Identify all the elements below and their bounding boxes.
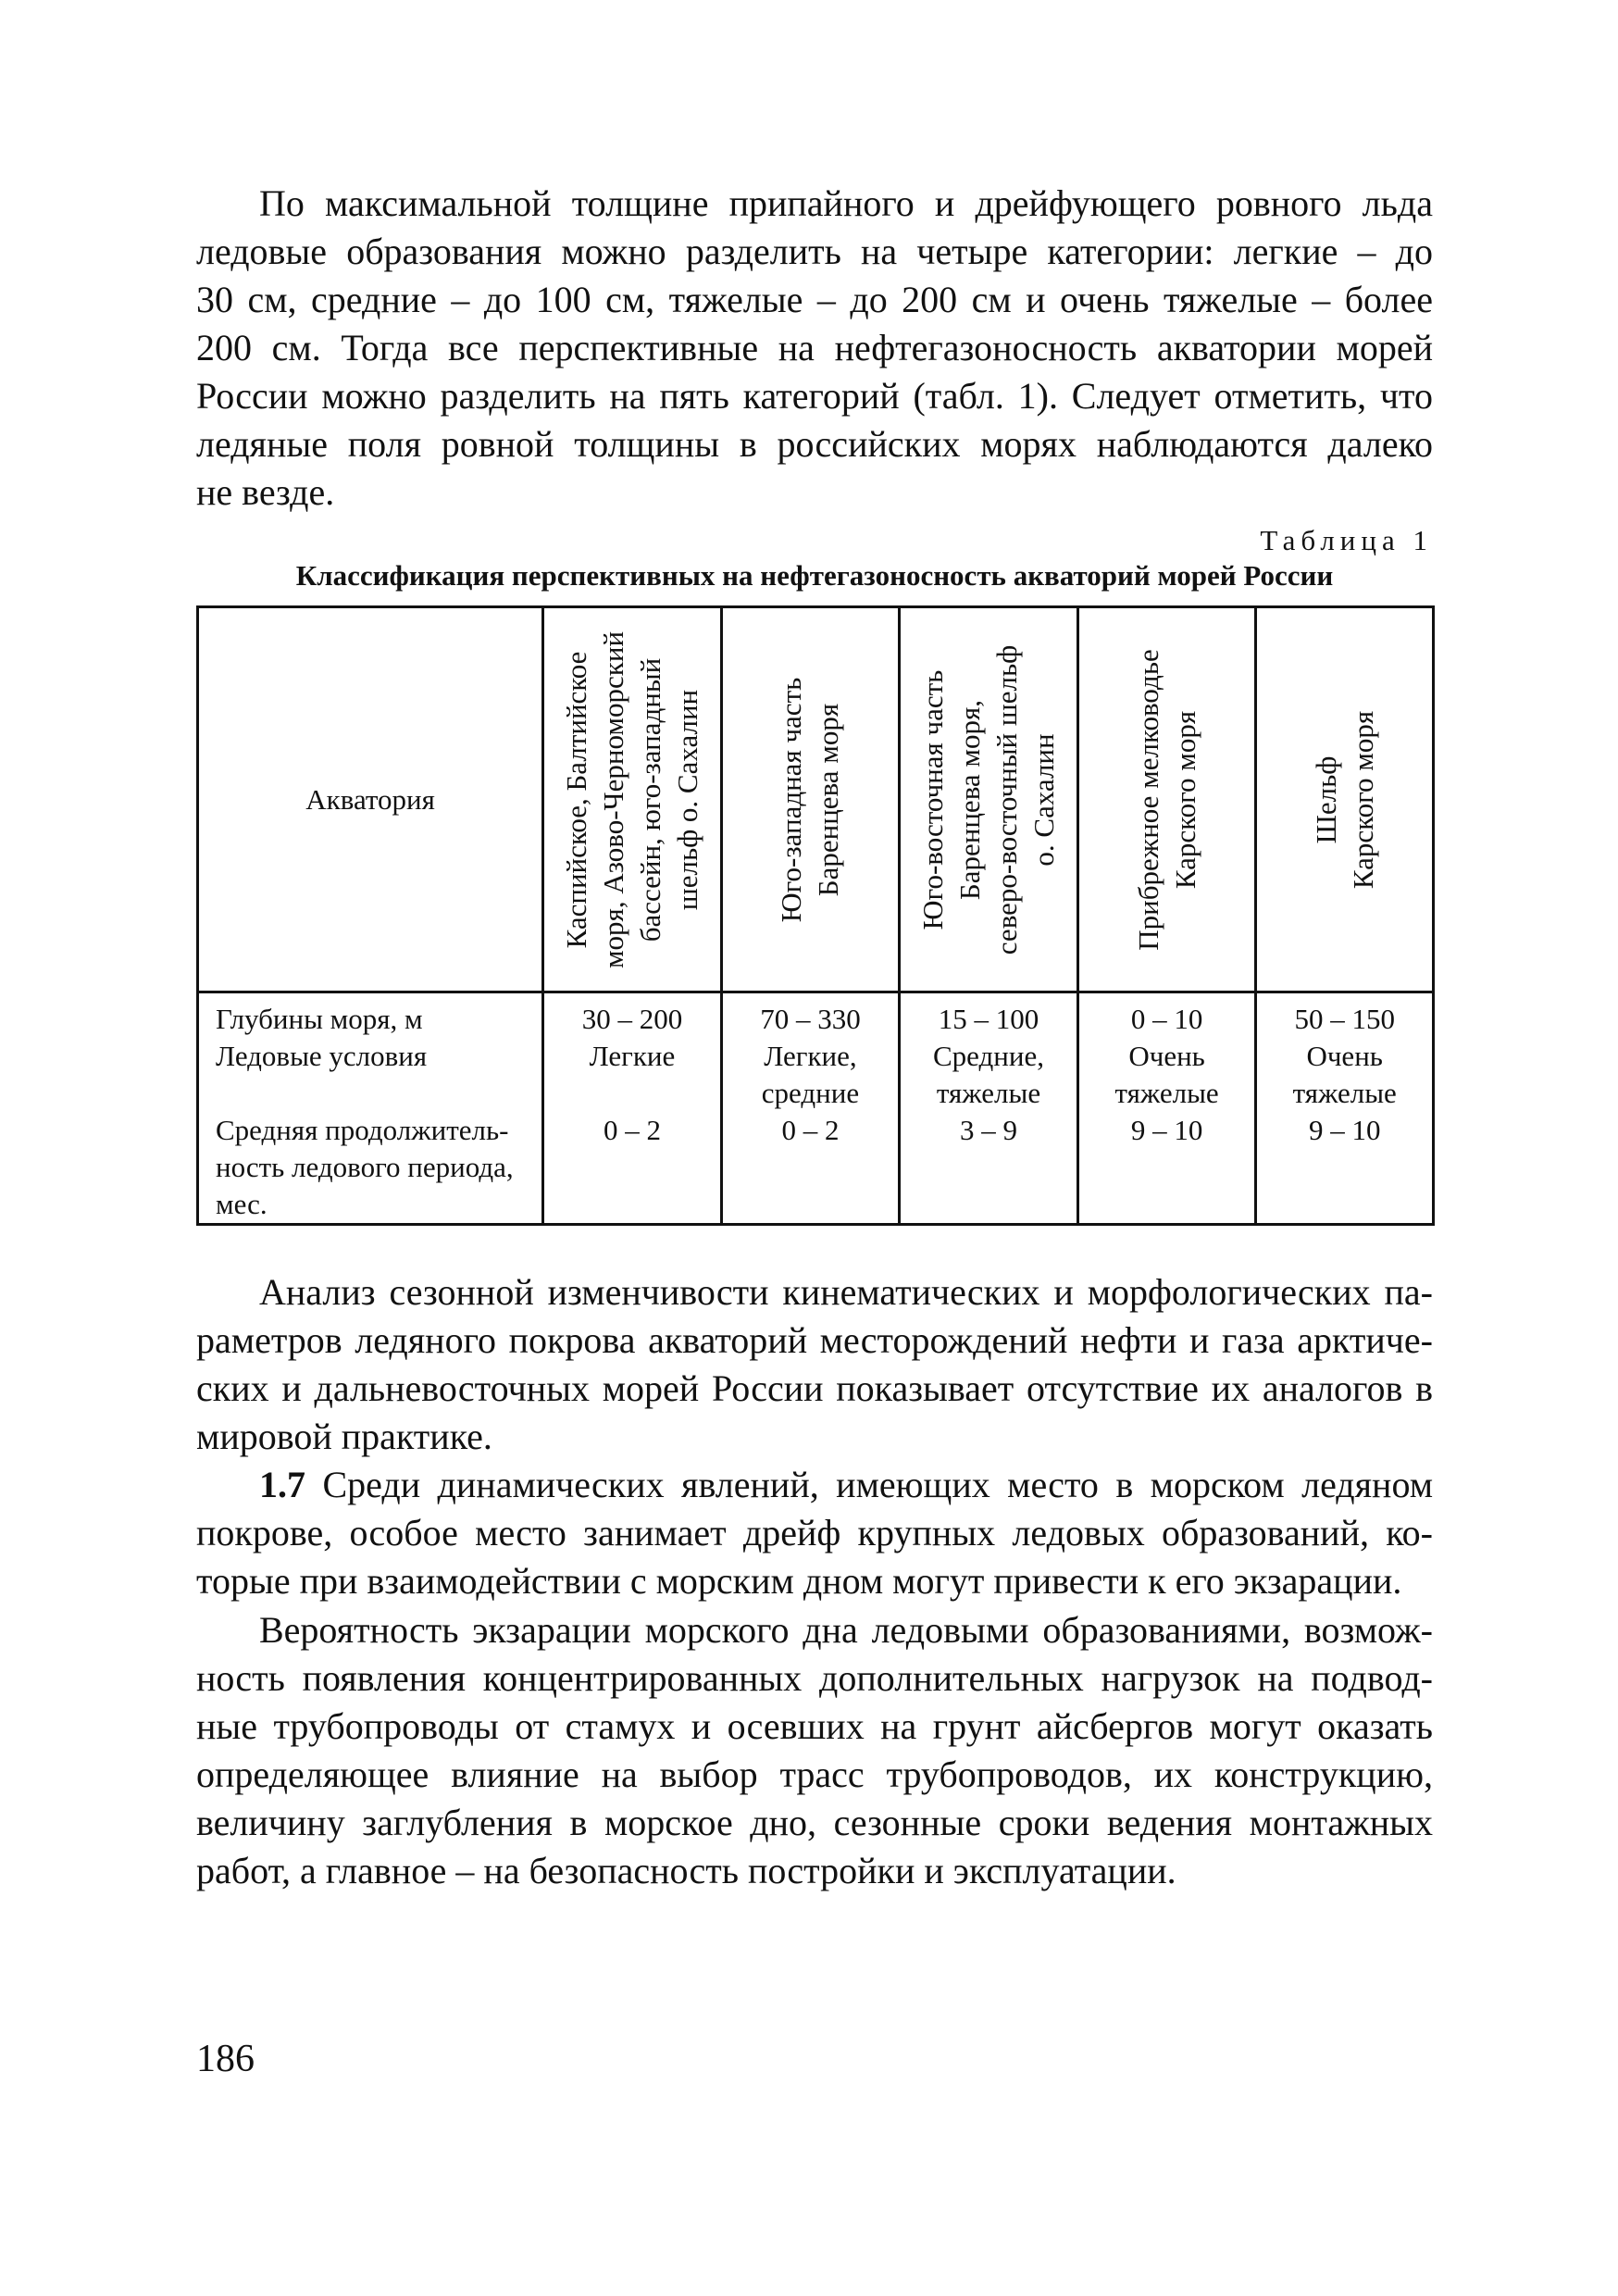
text-line: 1.7 Среди динамических явлений, имеющих место в морском ледяном <box>259 1464 1434 1505</box>
header-column-5: Шельф Карского моря <box>1256 607 1434 992</box>
text-line: ные трубопроводы от стамух и осевших на грунт айсбергов могут оказать <box>196 1705 1433 1747</box>
text-line: ледовые образования можно разделить на четыре категории: легкие – до <box>196 231 1433 272</box>
table-title: Классификация перспективных на нефтегазоносность акваторий морей России <box>295 559 1334 592</box>
header-water-area: Акватория <box>198 607 543 992</box>
text-line: ность появления концентрированных дополнительных нагрузок на подвод- <box>196 1657 1433 1699</box>
text-line: не везде. <box>196 471 335 513</box>
header-column-3: Юго-восточная часть Баренцева моря, северо-восточный шельф о. Сахалин <box>900 607 1078 992</box>
table-cell-column-3: 15 – 100 Средние, тяжелые 3 – 9 <box>900 992 1078 1225</box>
text-line: России можно разделить на пять категорий (табл. 1). Следует отметить, что <box>196 375 1433 417</box>
text-line: Вероятность экзарации морского дна ледовыми образованиями, возмож- <box>259 1609 1433 1651</box>
header-column-4: Прибрежное мелководье Карского моря <box>1077 607 1256 992</box>
text-line: 30 см, средние – до 100 см, тяжелые – до 200 см и очень тяжелые – более <box>196 279 1433 320</box>
table-cell-column-1: 30 – 200 Легкие 0 – 2 <box>543 992 721 1225</box>
text-line: раметров ледяного покрова акваторий месторождений нефти и газа арктиче- <box>196 1319 1433 1361</box>
text-line: определяющее влияние на выбор трасс трубопроводов, их конструкцию, <box>196 1753 1433 1795</box>
text-line: торые при взаимодействии с морским дном могут привести к его экзарации. <box>196 1560 1402 1602</box>
text-line: 200 см. Тогда все перспективные на нефтегазоносность акватории морей <box>196 327 1433 368</box>
page-number: 186 <box>196 2038 255 2080</box>
paragraph-section-1-7 <box>196 1461 1433 1605</box>
table-header-row <box>198 607 1434 992</box>
text-line: ских и дальневосточных морей России показывает отсутствие их аналогов в <box>196 1367 1433 1409</box>
text-line: величину заглубления в морское дно, сезонные сроки ведения монтажных <box>196 1802 1433 1843</box>
label-depth: Глубины моря, м <box>216 1003 423 1035</box>
text-line: ледяные поля ровной толщины в российских морях наблюдаются далеко <box>196 423 1433 465</box>
text-line: покрове, особое место занимает дрейф крупных ледовых образований, ко- <box>196 1512 1433 1554</box>
paragraph-analysis <box>196 1268 1433 1461</box>
text-line: Анализ сезонной изменчивости кинематических и морфологических па- <box>259 1271 1433 1313</box>
header-column-2: Юго-западная часть Баренцева моря <box>721 607 900 992</box>
paragraph-ice-categories <box>196 180 1433 517</box>
text-line: мировой практике. <box>196 1416 492 1457</box>
paragraph-exaration <box>196 1606 1433 1895</box>
label-duration: Средняя продолжитель- <box>216 1114 509 1146</box>
label-ice: Ледовые условия <box>216 1040 428 1072</box>
table-cell-column-5: 50 – 150 Очень тяжелые 9 – 10 <box>1256 992 1434 1225</box>
row-labels: Глубины моря, м Ледовые условия Средняя продолжитель- ность ледового периода, мес. <box>198 992 543 1225</box>
table-cell-column-2: 70 – 330 Легкие, средние 0 – 2 <box>721 992 900 1225</box>
text-line: работ, а главное – на безопасность постройки и эксплуатации. <box>196 1850 1176 1891</box>
table-cell-column-4: 0 – 10 Очень тяжелые 9 – 10 <box>1077 992 1256 1225</box>
text-line: По максимальной толщине припайного и дрейфующего ровного льда <box>259 182 1433 224</box>
header-column-1: Каспийское, Балтийское моря, Азово-Черноморский бассейн, юго-западный шельф о. Сахалин <box>543 607 721 992</box>
classification-table <box>196 605 1435 1226</box>
table-number: Таблица 1 <box>1260 524 1433 556</box>
table-row <box>198 992 1434 1225</box>
section-number: 1.7 <box>259 1464 305 1505</box>
